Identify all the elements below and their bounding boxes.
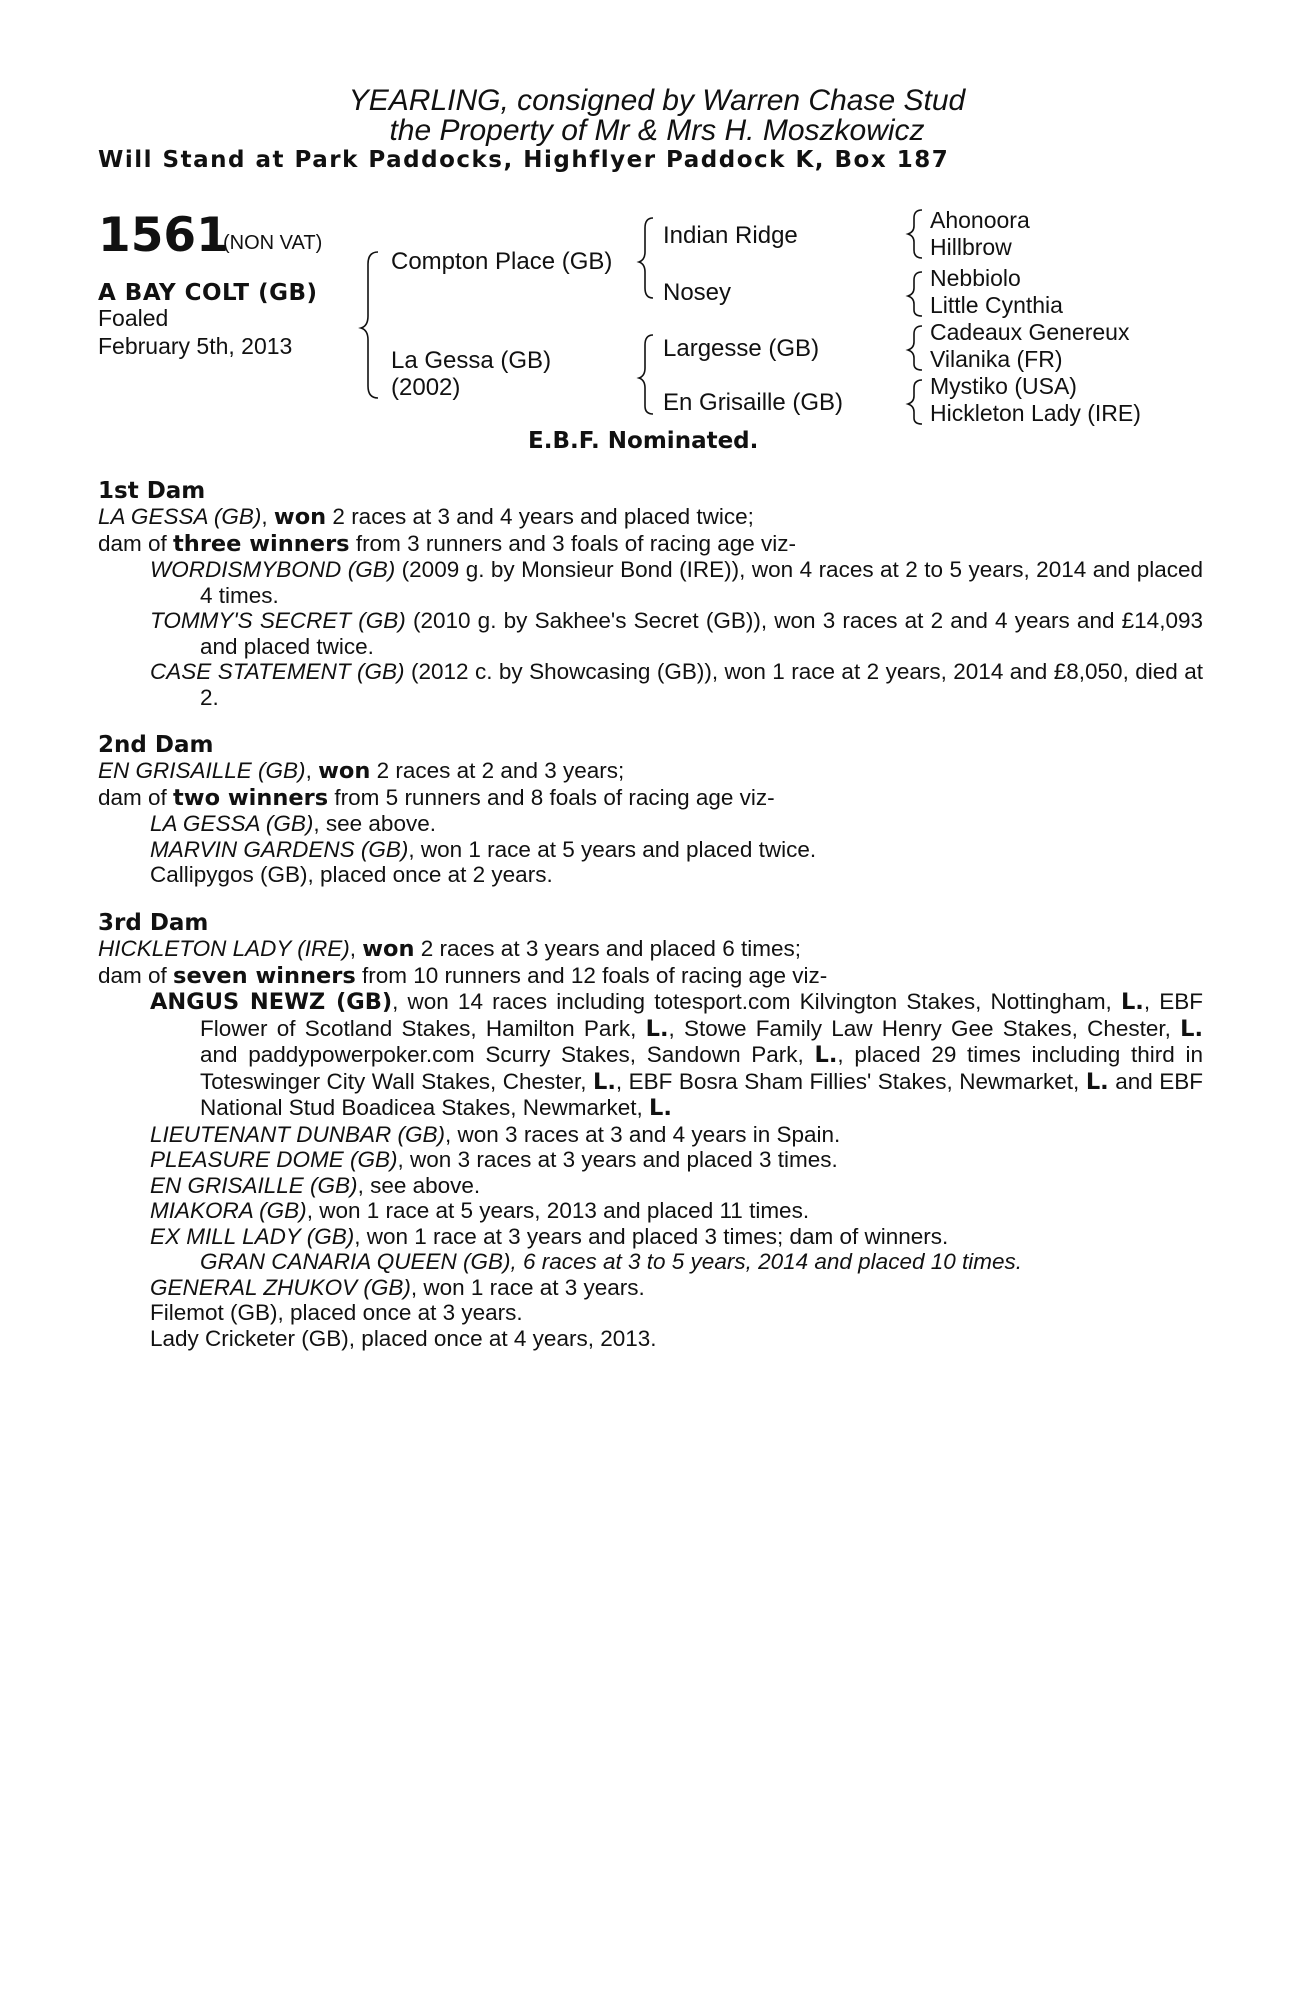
lot-description: A BAY COLT (GB) <box>98 280 318 306</box>
record-text: 2 races at 3 years and placed 6 times; <box>414 936 801 961</box>
list-item <box>150 659 1203 710</box>
listed-badge: L. <box>814 1042 838 1068</box>
progeny-text: Callipygos (GB), placed once at 2 years. <box>150 862 553 887</box>
progeny-text: (2009 g. by Monsieur Bond (IRE)), won 4 races at 2 to 5 years, 2014 and placed 4 times. <box>200 557 1204 608</box>
progeny-text: , EBF Flower of Scotland Stakes, Hamilton Park, <box>200 989 1203 1041</box>
progeny-text: Lady Cricketer (GB), placed once at 4 years, 2013. <box>150 1325 657 1351</box>
pedigree-gen3-2: Hillbrow <box>930 234 1012 260</box>
sire-name: Compton Place (GB) <box>391 248 613 275</box>
header-consignor: YEARLING, consigned by Warren Chase Stud <box>348 84 966 117</box>
progeny-name: GENERAL ZHUKOV (GB) <box>150 1274 411 1300</box>
summary-text: from 10 runners and 12 foals of racing age viz- <box>355 962 828 988</box>
list-item <box>150 1326 1203 1352</box>
won-label: won <box>273 504 327 530</box>
section-title: 2nd Dam <box>98 732 214 758</box>
list-item <box>150 989 1203 1122</box>
dam-summary <box>98 531 1203 558</box>
won-label: won <box>318 758 371 784</box>
progeny-name: MIAKORA (GB) <box>150 1198 307 1223</box>
summary-text: from 3 runners and 3 foals of racing age viz- <box>349 530 797 556</box>
section-title: 1st Dam <box>98 478 206 504</box>
progeny-name: CASE STATEMENT (GB) <box>150 659 405 684</box>
list-item <box>150 1275 1203 1301</box>
progeny-text: (2010 g. by Sakhee's Secret (GB)), won 3 races at 2 and 4 years and £14,093 and placed twice. <box>200 608 1203 659</box>
progeny-text: and paddypowerpoker.com Scurry Stakes, Sandown Park, <box>200 1042 815 1067</box>
dam-summary <box>98 785 1203 812</box>
pedigree-braces <box>0 0 1314 460</box>
dam-record: LA GESSA (GB), won 2 races at 3 and 4 years and placed twice; <box>98 504 754 530</box>
dam-summary <box>98 963 1203 990</box>
second-dam-section <box>98 732 1203 888</box>
pedigree-gen3-7: Mystiko (USA) <box>930 373 1077 399</box>
listed-badge: L. <box>1085 1068 1109 1095</box>
progeny-text: (2012 c. by Showcasing (GB)), won 1 race at 2 years, 2014 and £8,050, died at 2. <box>200 659 1203 710</box>
won-label: won <box>362 936 415 962</box>
header-location: Will Stand at Park Paddocks, Highflyer Paddock K, Box 187 <box>98 147 950 173</box>
record-text: 2 races at 3 and 4 years and placed twice; <box>326 504 754 529</box>
dam-record: EN GRISAILLE (GB), won 2 races at 2 and 3 years; <box>98 758 625 784</box>
list-item <box>150 1224 1203 1250</box>
winners-count: seven winners <box>173 962 356 989</box>
progeny-text: , 6 races at 3 to 5 years, 2014 and placed 10 times. <box>510 1249 1023 1274</box>
list-item <box>150 1198 1203 1224</box>
progeny-name: ANGUS NEWZ (GB) <box>150 989 393 1015</box>
progeny-text: , EBF Bosra Sham Fillies' Stakes, Newmarket, <box>615 1068 1086 1094</box>
lot-number: 1561 <box>98 208 229 263</box>
winners-count: three winners <box>173 530 350 557</box>
progeny-text: , won 1 race at 3 years and placed 3 times; dam of winners. <box>354 1223 949 1249</box>
pedigree-gen3-6: Vilanika (FR) <box>930 346 1063 372</box>
vat-status: (NON VAT) <box>223 232 323 254</box>
list-item <box>150 1147 1203 1173</box>
progeny-name: EX MILL LADY (GB) <box>150 1223 355 1249</box>
dam-of-label: dam of <box>98 962 174 988</box>
pedigree-dam-sire: Largesse (GB) <box>663 335 820 362</box>
section-title: 3rd Dam <box>98 910 209 936</box>
first-dam-section <box>98 478 1203 710</box>
header-property: the Property of Mr & Mrs H. Moszkowicz <box>389 114 925 147</box>
progeny-name: WORDISMYBOND (GB) <box>150 557 396 582</box>
progeny-name: LIEUTENANT DUNBAR (GB) <box>150 1121 446 1147</box>
dam-year: (2002) <box>391 374 461 401</box>
listed-badge: L. <box>648 1095 672 1121</box>
progeny-text: , placed 29 times including third in Toteswinger City Wall Stakes, Chester, <box>200 1042 1203 1094</box>
winners-count: two winners <box>173 784 329 811</box>
summary-text: from 5 runners and 8 foals of racing age viz- <box>328 784 775 810</box>
dam-name: HICKLETON LADY (IRE) <box>98 936 350 961</box>
list-item <box>150 837 1203 863</box>
pedigree-gen3-8: Hickleton Lady (IRE) <box>930 400 1141 426</box>
dam-of-label: dam of <box>98 784 174 810</box>
grand-progeny-item <box>200 1249 1203 1275</box>
third-dam-section <box>98 910 1203 1351</box>
dam-name: EN GRISAILLE (GB) <box>98 758 306 783</box>
list-item <box>150 608 1203 659</box>
listed-badge: L. <box>593 1068 616 1095</box>
pedigree-sire-dam: Nosey <box>663 279 732 306</box>
pedigree-gen3-3: Nebbiolo <box>930 265 1021 291</box>
pedigree-gen3-5: Cadeaux Genereux <box>930 319 1130 345</box>
progeny-text: , see above. <box>357 1172 481 1198</box>
listed-badge: L. <box>1180 1015 1203 1042</box>
progeny-text: , won 1 race at 5 years, 2013 and placed 11 times. <box>306 1198 810 1223</box>
progeny-text: , see above. <box>313 811 436 836</box>
list-item <box>150 557 1203 608</box>
dam-name: LA GESSA (GB) <box>98 504 262 529</box>
list-item <box>150 1122 1203 1148</box>
progeny-text: , won 1 race at 5 years and placed twice. <box>408 836 817 862</box>
record-text: 2 races at 2 and 3 years; <box>370 758 625 783</box>
progeny-text: , won 1 race at 3 years. <box>410 1274 645 1300</box>
progeny-name: PLEASURE DOME (GB) <box>150 1147 398 1172</box>
foaled-date: February 5th, 2013 <box>98 333 293 359</box>
dam-of-label: dam of <box>98 530 174 556</box>
pedigree-gen3-1: Ahonoora <box>930 207 1030 233</box>
progeny-text: Filemot (GB), placed once at 3 years. <box>150 1300 523 1325</box>
progeny-text: , won 14 races including totesport.com Kilvington Stakes, Nottingham, <box>392 989 1121 1014</box>
progeny-name: LA GESSA (GB) <box>150 811 314 836</box>
progeny-text: , won 3 races at 3 years and placed 3 times. <box>397 1147 838 1172</box>
progeny-name: MARVIN GARDENS (GB) <box>150 836 409 862</box>
progeny-text: , Stowe Family Law Henry Gee Stakes, Chester, <box>668 1015 1181 1041</box>
list-item <box>150 1300 1203 1326</box>
progeny-text: , won 3 races at 3 and 4 years in Spain. <box>445 1121 841 1147</box>
progeny-name: GRAN CANARIA QUEEN (GB) <box>200 1249 511 1274</box>
list-item <box>150 862 1203 888</box>
list-item <box>150 1173 1203 1199</box>
pedigree-gen3-4: Little Cynthia <box>930 292 1063 318</box>
listed-badge: L. <box>645 1015 669 1042</box>
list-item <box>150 811 1203 837</box>
foaled-label: Foaled <box>98 305 169 331</box>
progeny-name: EN GRISAILLE (GB) <box>150 1172 358 1198</box>
progeny-text: and EBF National Stud Boadicea Stakes, Newmarket, <box>200 1068 1203 1120</box>
listed-badge: L. <box>1120 989 1144 1015</box>
pedigree-dam-dam: En Grisaille (GB) <box>663 389 844 416</box>
dam-name: La Gessa (GB) <box>391 347 552 374</box>
progeny-name: TOMMY'S SECRET (GB) <box>150 608 406 633</box>
pedigree-sire-sire: Indian Ridge <box>663 222 798 249</box>
ebf-nominated: E.B.F. Nominated. <box>528 428 759 454</box>
dam-record: HICKLETON LADY (IRE), won 2 races at 3 years and placed 6 times; <box>98 936 801 962</box>
